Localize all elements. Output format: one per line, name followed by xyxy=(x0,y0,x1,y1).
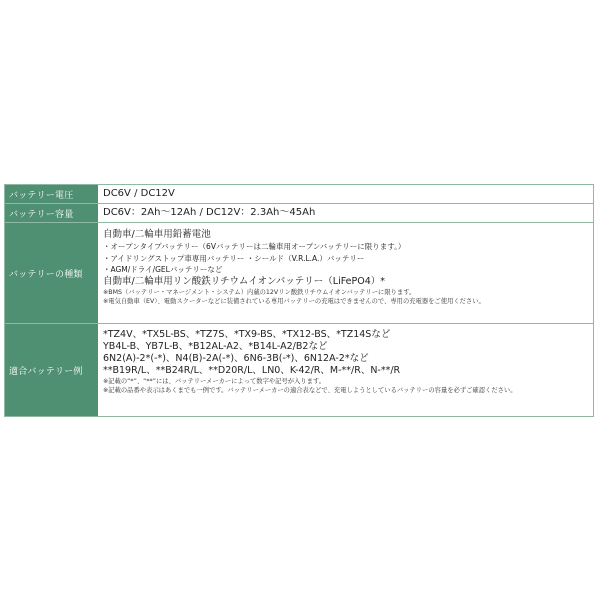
examples-content xyxy=(98,324,593,416)
lead-item: ・オープンタイプバッテリー（6Vバッテリーは二輪車用オープンバッテリーに限ります。） xyxy=(103,242,406,251)
examples-row xyxy=(5,323,593,416)
capacity-value: DC6V：2Ah～12Ah / DC12V：2.3Ah～45Ah xyxy=(103,207,316,218)
lead-item: ・AGM/ドライ/GELバッテリーなど xyxy=(103,265,223,274)
example-line: **B19R/L、**B24R/L、**D20R/L、LN0、K-42/R、M-**/R、N-**/R xyxy=(103,365,401,376)
lead-battery-title: 自動車/二輪車用鉛蓄電池 xyxy=(103,229,211,240)
voltage-value: DC6V / DC12V xyxy=(103,188,175,199)
lead-item: ・アイドリングストップ車専用バッテリー ・シールド（V.R.L.A.）バッテリー xyxy=(103,253,365,263)
type-note: ※BMS（バッテリー・マネージメント・システム）内蔵の12Vリン酸鉄リチウムイオンバッテリーに限ります。 xyxy=(103,288,416,296)
voltage-row xyxy=(5,185,593,203)
example-note: ※記載の品番や表示はあくまでも一例です。バッテリーメーカーの適合表などで、充電しようとしているバッテリーの容量を必ずご確認ください。 xyxy=(103,387,517,394)
example-line: 6N2(A)-2*(-*)、N4(B)-2A(-*)、6N6-3B(-*)、6N12A-2*など xyxy=(103,353,369,364)
examples-label: 適合バッテリー例 xyxy=(5,324,98,416)
type-note: ※電気自動車（EV）、電動スクーターなどに装備されている専用バッテリーの充電はできませんので、専用の充電器をご使用ください。 xyxy=(103,297,485,305)
capacity-label: バッテリー容量 xyxy=(5,204,98,222)
voltage-label: バッテリー電圧 xyxy=(5,185,98,203)
capacity-row xyxy=(5,203,593,222)
type-row xyxy=(5,222,593,323)
type-content xyxy=(98,223,593,323)
example-note: ※記載の“*”、“**”には、バッテリーメーカーによって数字や記号が入ります。 xyxy=(103,378,326,385)
lifepo-title: 自動車/二輪車用リン酸鉄リチウムイオンバッテリー（LiFePO4）* xyxy=(103,275,385,287)
type-label: バッテリーの種類 xyxy=(5,223,98,323)
example-line: YB4L-B、YB7L-B、*B12AL-A2、*B14L-A2/B2など xyxy=(103,341,328,352)
example-line: *TZ4V、*TX5L-BS、*TZ7S、*TX9-BS、*TX12-BS、*TZ14Sなど xyxy=(103,329,391,340)
spec-table xyxy=(4,184,594,417)
